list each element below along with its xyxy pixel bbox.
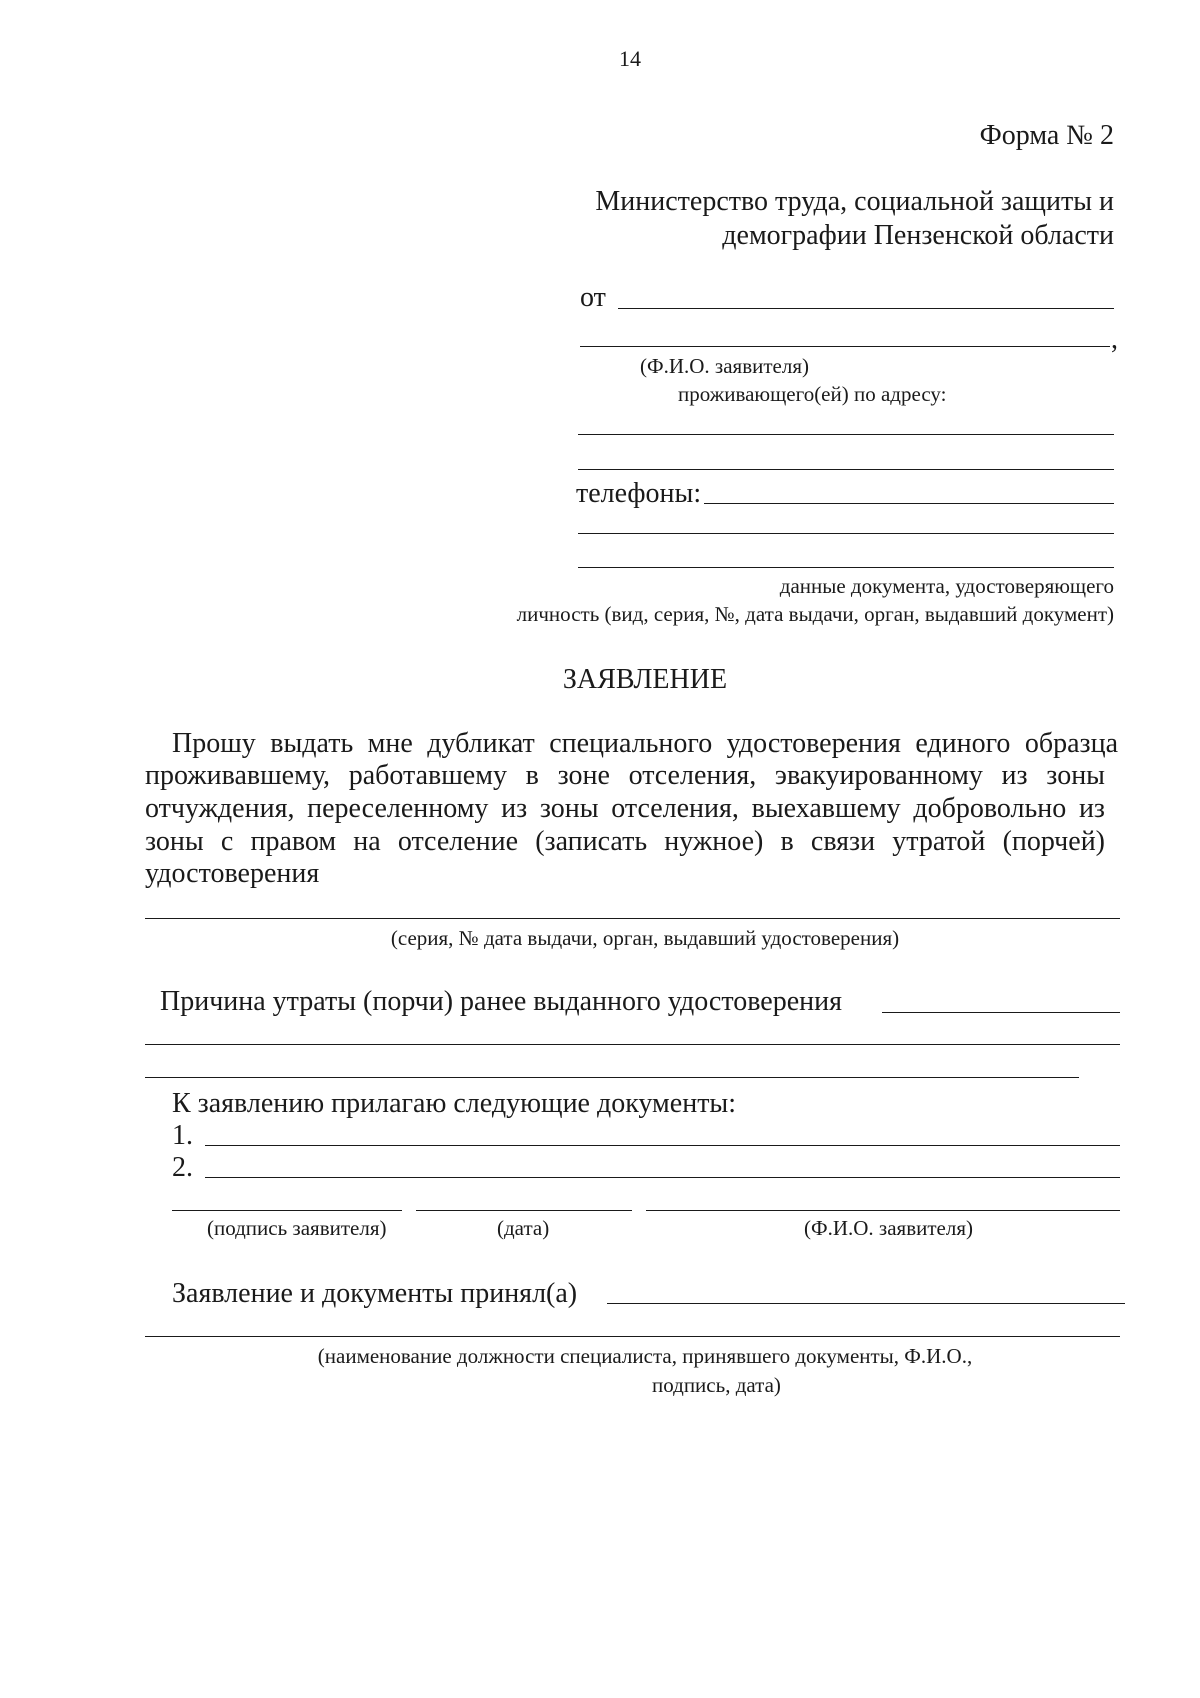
attachments-label: К заявлению прилагаю следующие документы: [172,1088,737,1119]
id-document-field-2[interactable] [578,567,1114,568]
body-line: проживавшему, работавшему в зоне отселения, эвакуированному из зоны [145,760,1105,791]
address-field-2[interactable] [578,469,1114,470]
id-caption-line-2: личность (вид, серия, №, дата выдачи, орган, выдавший документ) [516,602,1114,626]
body-line: зоны с правом на отселение (записать нужное) в связи утратой (порчей) [145,826,1105,857]
form-label: Форма № 2 [979,120,1114,151]
accepted-label: Заявление и документы принял(а) [172,1278,578,1309]
applicant-name-field-2[interactable] [580,346,1110,347]
applicant-fio-field[interactable] [646,1210,1120,1211]
signature-caption: (подпись заявителя) [207,1216,387,1240]
signature-field[interactable] [172,1210,402,1211]
body-line: удостоверения [145,858,320,889]
id-document-field-1[interactable] [578,533,1114,534]
accepted-caption-line-1: (наименование должности специалиста, принявшего документы, Ф.И.О., [317,1344,973,1368]
address-caption: проживающего(ей) по адресу: [678,382,947,406]
accepted-field-2[interactable] [145,1336,1120,1337]
address-field-1[interactable] [578,434,1114,435]
reason-field-3[interactable] [145,1077,1079,1078]
date-field[interactable] [416,1210,632,1211]
from-label: от [580,282,606,313]
accepted-field-1[interactable] [607,1303,1125,1304]
reason-field-2[interactable] [145,1044,1120,1045]
reason-label: Причина утраты (порчи) ранее выданного удостоверения [160,986,842,1017]
phones-label: телефоны: [576,478,702,509]
comma: , [1111,324,1118,355]
body-line: отчуждения, переселенному из зоны отселения, выехавшему добровольно из [145,793,1105,824]
certificate-caption: (серия, № дата выдачи, орган, выдавший удостоверения) [390,926,900,950]
accepted-caption-line-2: подпись, дата) [652,1373,781,1397]
attachment-field-2[interactable] [205,1177,1120,1178]
attachment-field-1[interactable] [205,1145,1120,1146]
date-caption: (дата) [497,1216,550,1240]
certificate-details-field[interactable] [145,918,1120,919]
attachment-number: 2. [172,1152,193,1183]
id-caption-line-1: данные документа, удостоверяющего [779,574,1114,598]
applicant-fio-caption: (Ф.И.О. заявителя) [804,1216,973,1240]
addressee-line-2: демографии Пензенской области [722,220,1114,251]
page-number: 14 [619,46,641,71]
reason-field-1[interactable] [882,1012,1120,1013]
fio-caption: (Ф.И.О. заявителя) [640,354,809,378]
document-title: ЗАЯВЛЕНИЕ [562,664,728,695]
phones-field[interactable] [704,503,1114,504]
applicant-name-field-1[interactable] [618,308,1114,309]
body-line: Прошу выдать мне дубликат специального удостоверения единого образца [172,728,1118,759]
attachment-number: 1. [172,1120,193,1151]
addressee-line-1: Министерство труда, социальной защиты и [595,186,1114,217]
